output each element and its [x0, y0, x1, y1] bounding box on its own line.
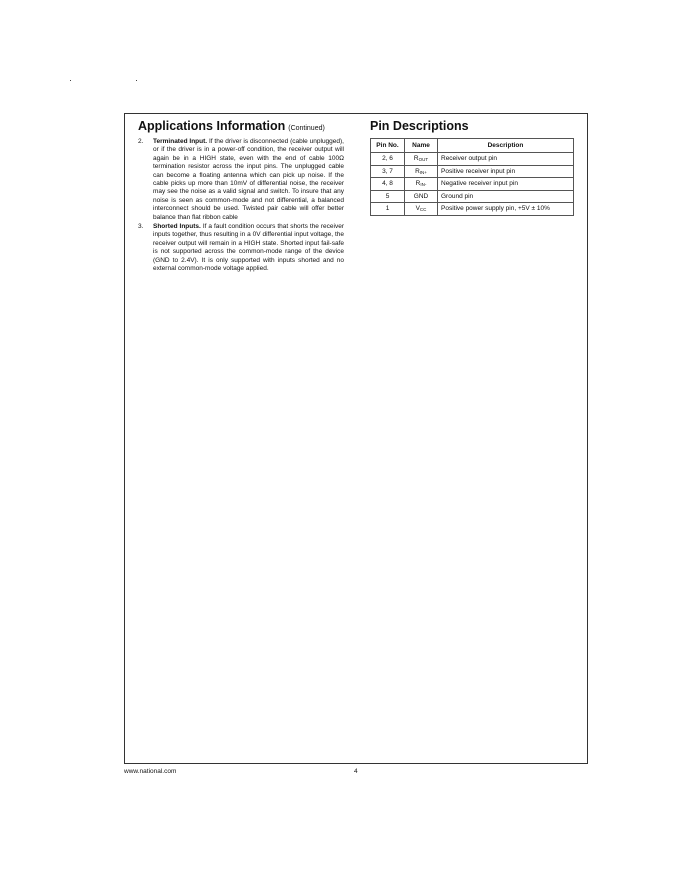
pin-cell: 2, 6 — [371, 153, 405, 166]
table-row — [371, 153, 574, 166]
description-cell: Ground pin — [438, 190, 574, 203]
scan-speck — [70, 80, 71, 81]
name-cell: GND — [405, 190, 438, 203]
header-name: Name — [405, 139, 438, 153]
pin-descriptions-section — [370, 119, 576, 216]
header-description: Description — [438, 139, 574, 153]
table-row — [371, 190, 574, 203]
content-frame — [124, 113, 588, 764]
description-cell: Positive receiver input pin — [438, 165, 574, 178]
heading-suffix: (Continued) — [288, 125, 325, 132]
item-number: 3. — [138, 223, 144, 231]
table-header-row — [371, 139, 574, 153]
item-text: If a fault condition occurs that shorts the receiver inputs together, thus resulting in a 0V differential input voltage, the receiver output will remain in a HIGH state. Shorted input fail-safe is not supported across the common-mode range of the device (GND to 2.4V). It is only supported with inputs shorted and no external common-mode voltage applied. — [153, 223, 344, 273]
item-title: Terminated Input. — [153, 138, 208, 145]
section-heading: Pin Descriptions — [370, 119, 469, 133]
scan-speck — [136, 80, 137, 81]
description-cell: Receiver output pin — [438, 153, 574, 166]
section-heading: Applications Information (Continued) — [138, 119, 325, 133]
list-item — [138, 138, 344, 222]
list-item — [138, 223, 344, 273]
footer-website[interactable]: www.national.com — [124, 768, 177, 775]
pin-cell: 4, 8 — [371, 178, 405, 191]
item-title: Shorted Inputs. — [153, 223, 201, 231]
table-row — [371, 203, 574, 216]
pin-cell: 3, 7 — [371, 165, 405, 178]
table-row — [371, 165, 574, 178]
page-number: 4 — [354, 768, 358, 775]
name-cell: $R_{IN+}$ — [405, 165, 438, 178]
name-cell: $R_{IN-}$ — [405, 178, 438, 191]
name-cell: $V_{CC}$ — [405, 203, 438, 216]
name-cell: $R_{OUT}$ — [405, 153, 438, 166]
item-number: 2. — [138, 138, 144, 145]
pin-table — [370, 138, 574, 216]
description-cell: Positive power supply pin, +5V ± 10% — [438, 203, 574, 216]
pin-cell: 5 — [371, 190, 405, 203]
numbered-list — [138, 138, 344, 274]
item-text: If the driver is disconnected (cable unplugged), or if the driver is in a power-off condition, the receiver output will again be in a HIGH state, even with the end of cable 100Ω termination resistor across the input pins. The unplugged cable can become a floating antenna which can pick up noise. If the cable picks up more than 10mV of differential noise, the receiver may see the noise as a valid signal and switch. To insure that any noise is seen as common-mode and not differential, a balanced interconnect should be used. Twisted pair cable will offer better balance than flat ribbon cable — [153, 138, 344, 221]
applications-information-section — [138, 119, 344, 275]
header-pin: Pin No. — [371, 139, 405, 153]
table-row — [371, 178, 574, 191]
pin-cell: 1 — [371, 203, 405, 216]
description-cell: Negative receiver input pin — [438, 178, 574, 191]
